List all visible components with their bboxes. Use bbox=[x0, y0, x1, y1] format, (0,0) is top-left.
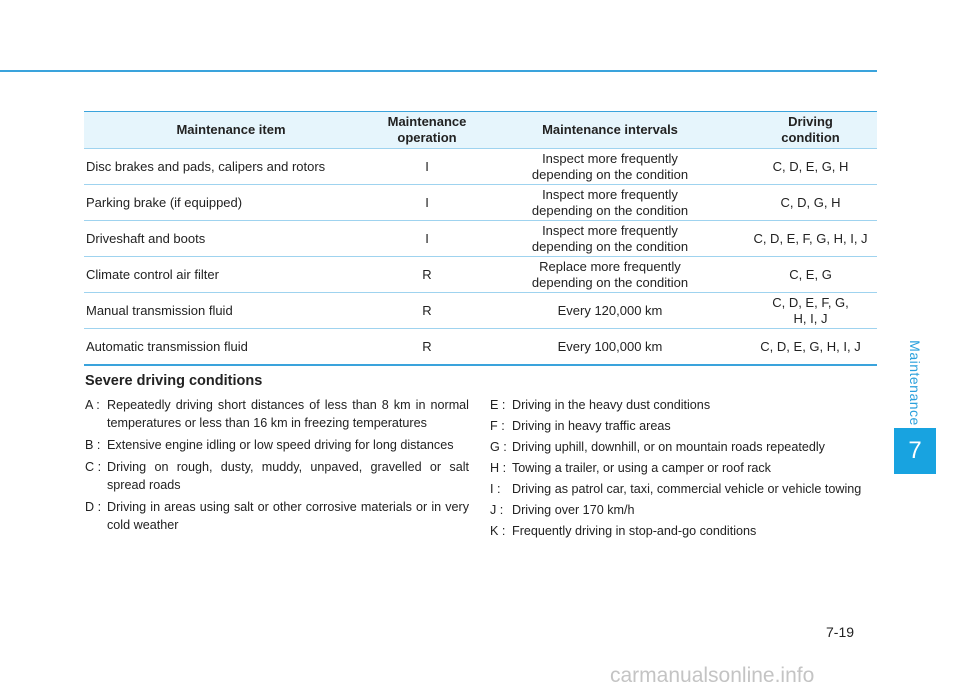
condition-code: F : bbox=[490, 419, 505, 433]
condition-item bbox=[490, 459, 877, 477]
table-row bbox=[84, 293, 877, 329]
condition-code: I : bbox=[490, 482, 501, 496]
condition-item bbox=[85, 498, 469, 534]
cell-interval: Every 100,000 km bbox=[476, 329, 744, 366]
chapter-side-label: Maintenance bbox=[907, 340, 924, 426]
cell-interval: Inspect more frequently depending on the condition bbox=[476, 149, 744, 185]
watermark-text: carmanualsonline.info bbox=[610, 664, 815, 687]
cell-item: Driveshaft and boots bbox=[84, 221, 378, 257]
condition-text: Driving in areas using salt or other corrosive materials or in very cold weather bbox=[107, 500, 469, 532]
cell-interval: Inspect more frequently depending on the condition bbox=[476, 221, 744, 257]
cell-condition: C, D, E, G, H bbox=[744, 149, 877, 185]
cell-operation: R bbox=[378, 329, 476, 366]
condition-code: A : bbox=[85, 398, 100, 412]
header-maintenance-item: Maintenance item bbox=[84, 112, 378, 149]
header-maintenance-intervals: Maintenance intervals bbox=[476, 112, 744, 149]
cell-operation: I bbox=[378, 149, 476, 185]
condition-text: Driving in heavy traffic areas bbox=[512, 419, 671, 433]
page-number: 7-19 bbox=[826, 624, 855, 640]
cell-item: Parking brake (if equipped) bbox=[84, 185, 378, 221]
table-row bbox=[84, 257, 877, 293]
condition-text: Driving on rough, dusty, muddy, unpaved, gravelled or salt spread roads bbox=[107, 460, 469, 492]
conditions-right-column bbox=[490, 396, 877, 543]
cell-interval: Every 120,000 km bbox=[476, 293, 744, 329]
condition-code: G : bbox=[490, 440, 507, 454]
condition-item bbox=[490, 480, 877, 498]
condition-item bbox=[490, 522, 877, 540]
table-row bbox=[84, 149, 877, 185]
cell-item: Disc brakes and pads, calipers and rotors bbox=[84, 149, 378, 185]
table-row bbox=[84, 185, 877, 221]
cell-item: Climate control air filter bbox=[84, 257, 378, 293]
cell-interval: Inspect more frequently depending on the condition bbox=[476, 185, 744, 221]
condition-text: Towing a trailer, or using a camper or roof rack bbox=[512, 461, 771, 475]
severe-conditions-title: Severe driving conditions bbox=[85, 373, 263, 389]
condition-text: Driving uphill, downhill, or on mountain roads repeatedly bbox=[512, 440, 825, 454]
condition-code: H : bbox=[490, 461, 507, 475]
condition-item bbox=[85, 436, 469, 454]
cell-condition: C, D, E, F, G, H, I, J bbox=[744, 293, 877, 329]
condition-text: Driving in the heavy dust conditions bbox=[512, 398, 711, 412]
condition-text: Frequently driving in stop-and-go conditions bbox=[512, 524, 757, 538]
cell-condition: C, D, E, F, G, H, I, J bbox=[744, 221, 877, 257]
condition-text: Repeatedly driving short distances of less than 8 km in normal temperatures or less than 16 km in freezing temperatures bbox=[107, 398, 469, 430]
header-driving-condition: Driving condition bbox=[744, 112, 877, 149]
condition-item bbox=[85, 396, 469, 432]
condition-text: Driving over 170 km/h bbox=[512, 503, 635, 517]
condition-code: K : bbox=[490, 524, 506, 538]
table-header-row bbox=[84, 112, 877, 149]
condition-code: D : bbox=[85, 500, 102, 514]
header-maintenance-operation: Maintenance operation bbox=[378, 112, 476, 149]
cell-operation: I bbox=[378, 185, 476, 221]
condition-code: E : bbox=[490, 398, 506, 412]
cell-condition: C, E, G bbox=[744, 257, 877, 293]
condition-code: C : bbox=[85, 460, 102, 474]
chapter-number-tab: 7 bbox=[894, 428, 936, 474]
conditions-left-column bbox=[85, 396, 469, 538]
condition-code: B : bbox=[85, 438, 101, 452]
table-row bbox=[84, 221, 877, 257]
condition-item bbox=[490, 396, 877, 414]
condition-text: Driving as patrol car, taxi, commercial vehicle or vehicle towing bbox=[512, 482, 862, 496]
condition-item bbox=[85, 458, 469, 494]
condition-text: Extensive engine idling or low speed driving for long distances bbox=[107, 438, 454, 452]
cell-interval: Replace more frequently depending on the condition bbox=[476, 257, 744, 293]
cell-operation: R bbox=[378, 293, 476, 329]
cell-operation: R bbox=[378, 257, 476, 293]
cell-condition: C, D, E, G, H, I, J bbox=[744, 329, 877, 366]
condition-item bbox=[490, 438, 877, 456]
cell-condition: C, D, G, H bbox=[744, 185, 877, 221]
cell-item: Automatic transmission fluid bbox=[84, 329, 378, 366]
cell-operation: I bbox=[378, 221, 476, 257]
condition-code: J : bbox=[490, 503, 504, 517]
maintenance-table bbox=[84, 112, 877, 366]
condition-item bbox=[490, 501, 877, 519]
cell-item: Manual transmission fluid bbox=[84, 293, 378, 329]
condition-item bbox=[490, 417, 877, 435]
table-row bbox=[84, 329, 877, 366]
top-rule bbox=[0, 70, 877, 72]
